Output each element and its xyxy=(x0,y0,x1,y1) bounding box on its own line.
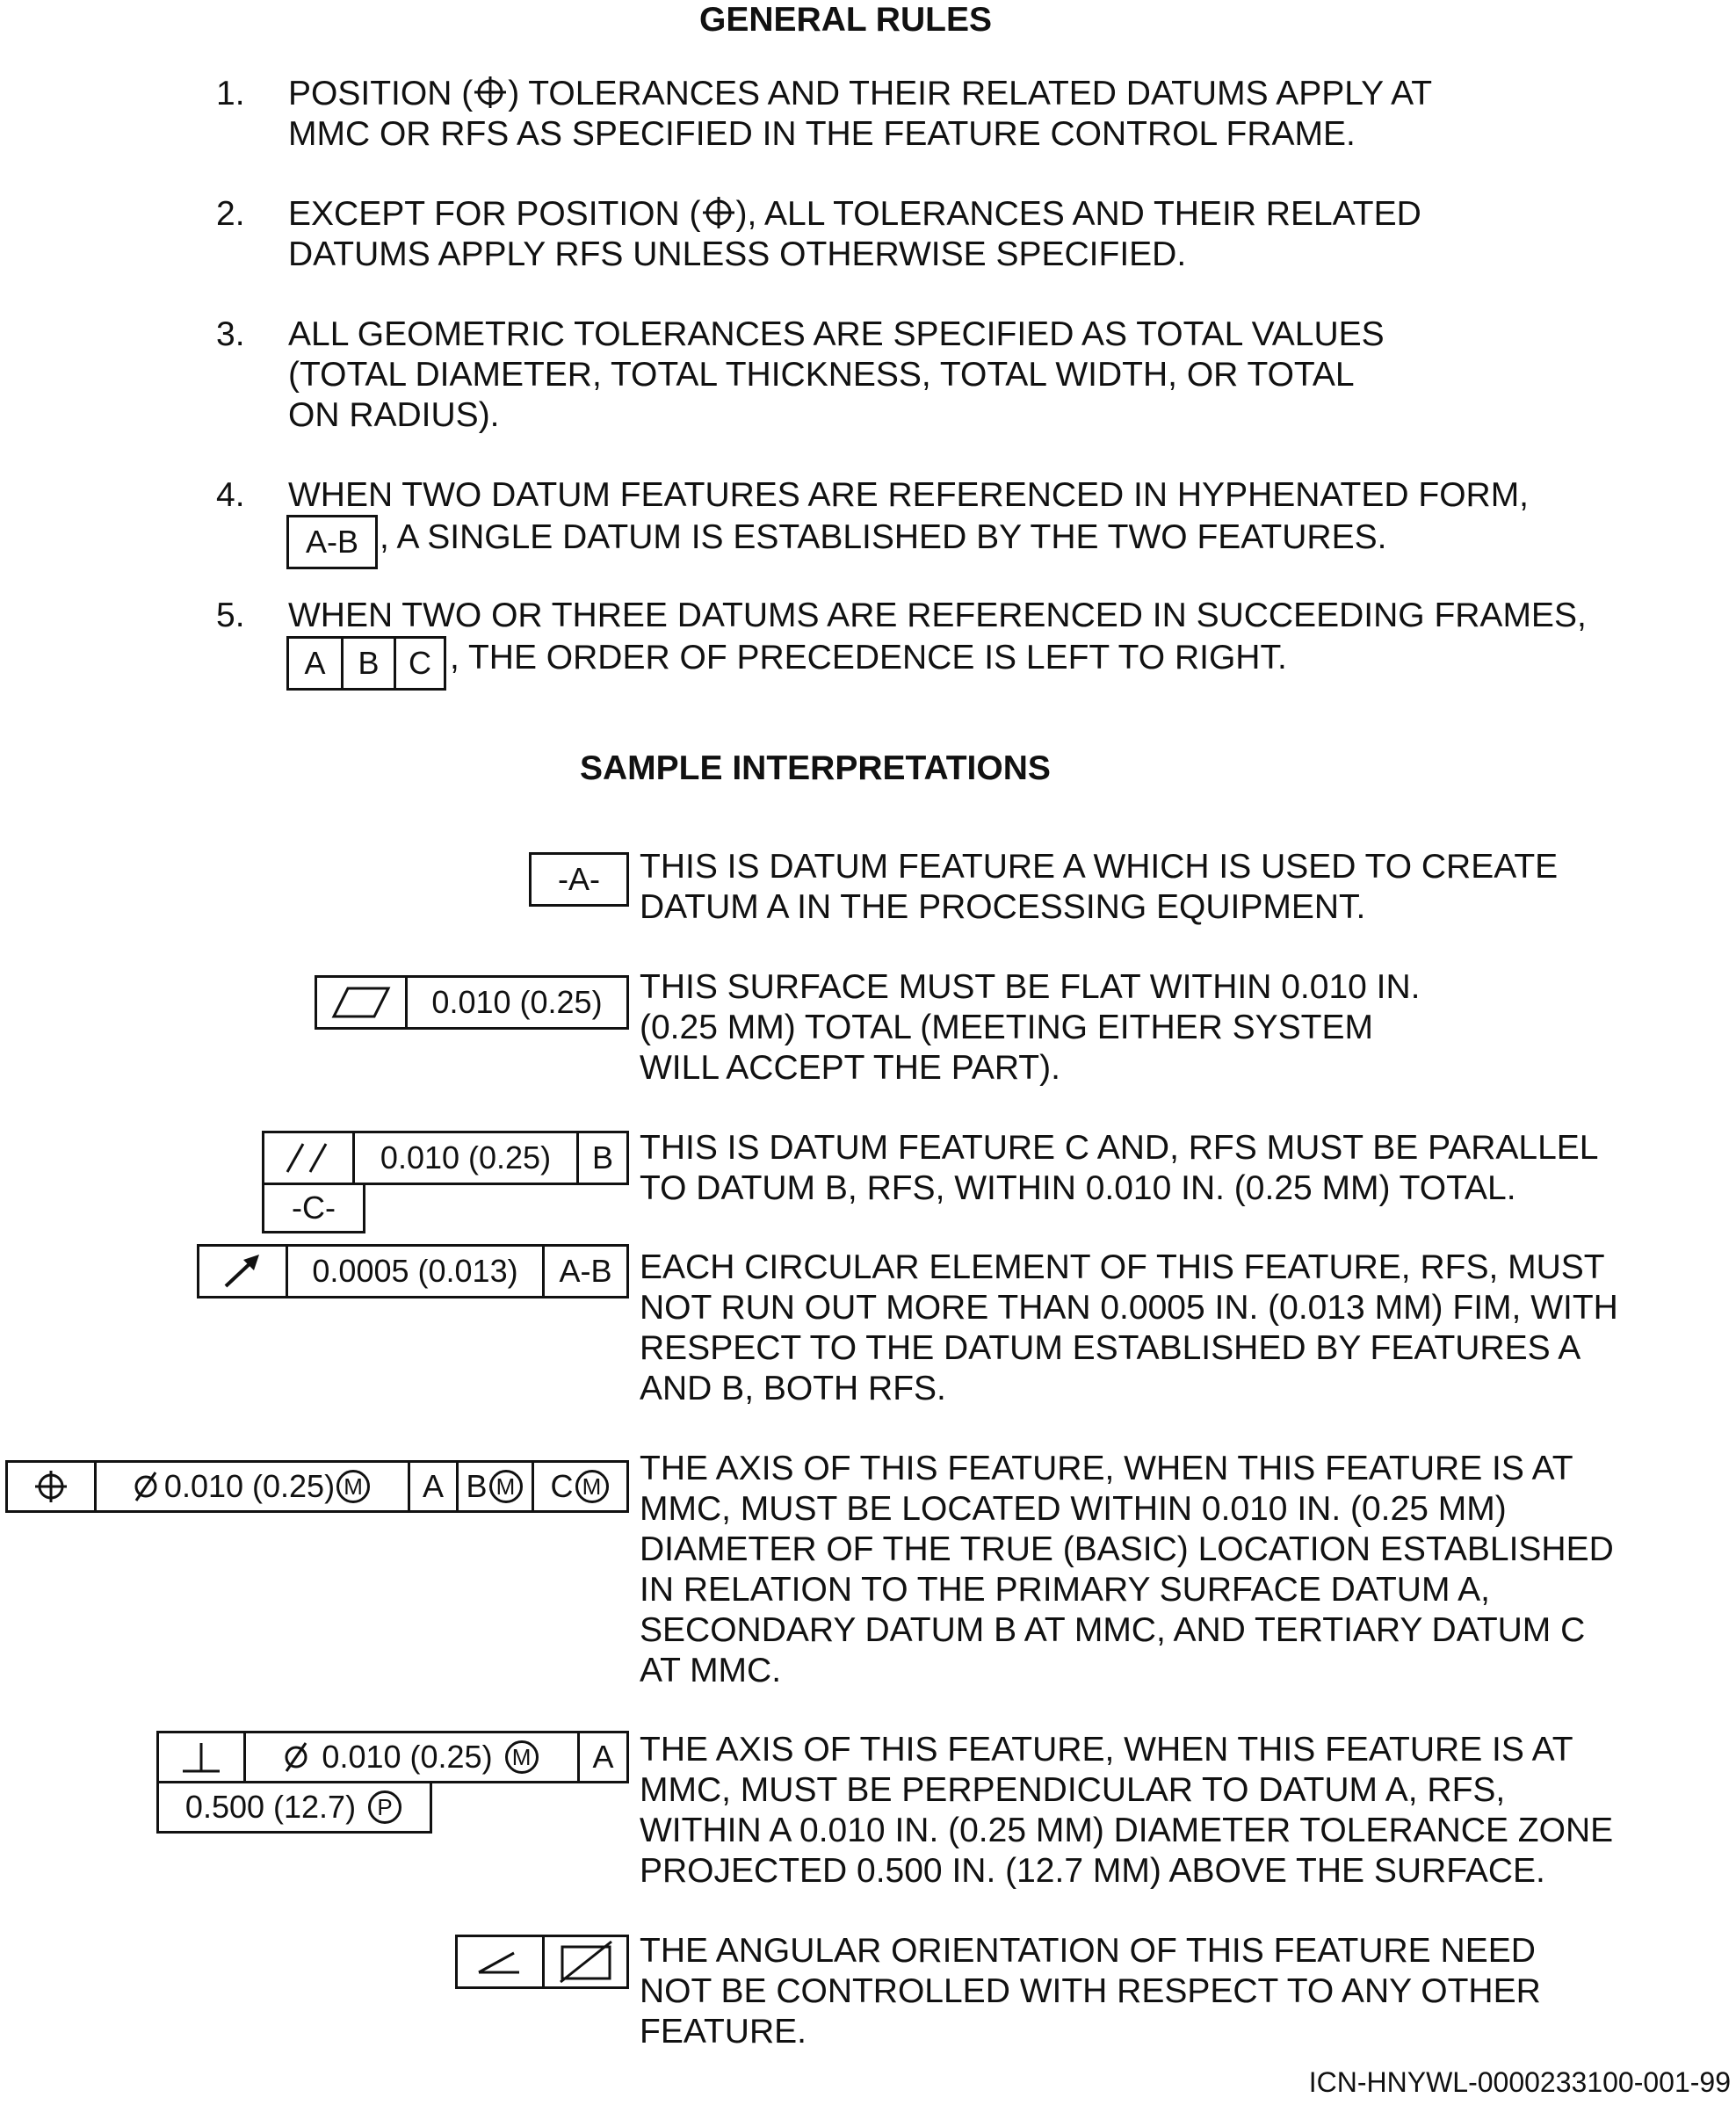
datum-letter: C xyxy=(550,1468,574,1504)
rule-text: ), ALL TOLERANCES AND THEIR RELATED xyxy=(735,195,1421,233)
projected-value: 0.500 (12.7) xyxy=(184,1789,357,1825)
sample-line: WILL ACCEPT THE PART). xyxy=(640,1049,1060,1087)
rule-line: (TOTAL DIAMETER, TOTAL THICKNESS, TOTAL WIDTH, OR TOTAL xyxy=(288,356,1355,394)
rule-line: WHEN TWO DATUM FEATURES ARE REFERENCED IN HYPHENATED FORM, xyxy=(288,476,1530,514)
sample-line: AND B, BOTH RFS. xyxy=(640,1370,946,1407)
tolerance-cell xyxy=(94,1463,408,1510)
flatness-frame xyxy=(315,975,629,1030)
rule-line: ALL GEOMETRIC TOLERANCES ARE SPECIFIED AS TOTAL VALUES xyxy=(288,315,1385,353)
mmc-modifier-icon: M xyxy=(336,1470,370,1503)
datum-frame-abc xyxy=(286,636,446,691)
position-icon xyxy=(701,195,736,230)
tolerance-value: 0.010 (0.25) xyxy=(322,1739,493,1775)
rule-number: 5. xyxy=(216,597,245,634)
rule-number: 2. xyxy=(216,195,245,233)
frame-cell: 0.0005 (0.013) xyxy=(286,1247,542,1296)
mmc-modifier-icon: M xyxy=(505,1740,539,1774)
sample-line: RESPECT TO THE DATUM ESTABLISHED BY FEATURES A xyxy=(640,1329,1581,1367)
sample-line: THIS SURFACE MUST BE FLAT WITHIN 0.010 IN. xyxy=(640,968,1421,1006)
datum-feature-frame xyxy=(529,852,629,907)
position-frame xyxy=(5,1460,629,1513)
sample-line: THE ANGULAR ORIENTATION OF THIS FEATURE NEED xyxy=(640,1932,1536,1970)
datum-feature-frame xyxy=(262,1183,365,1233)
projected-tolerance-modifier-icon: P xyxy=(368,1790,401,1824)
projected-zone-frame xyxy=(156,1781,432,1834)
runout-frame xyxy=(197,1244,629,1298)
sample-line: WITHIN A 0.010 IN. (0.25 MM) DIAMETER TOLERANCE ZONE xyxy=(640,1812,1614,1849)
sample-line: THE AXIS OF THIS FEATURE, WHEN THIS FEATURE IS AT xyxy=(640,1731,1573,1769)
sample-line: EACH CIRCULAR ELEMENT OF THIS FEATURE, RFS, MUST xyxy=(640,1248,1605,1286)
rule-line: WHEN TWO OR THREE DATUMS ARE REFERENCED IN SUCCEEDING FRAMES, xyxy=(288,597,1587,634)
sample-line: DIAMETER OF THE TRUE (BASIC) LOCATION ESTABLISHED xyxy=(640,1530,1614,1568)
perpendicularity-icon xyxy=(159,1733,243,1781)
rule-text: POSITION ( xyxy=(288,75,474,112)
position-icon xyxy=(473,75,508,110)
tolerance-cell xyxy=(243,1733,577,1781)
rule-line: MMC OR RFS AS SPECIFIED IN THE FEATURE CONTROL FRAME. xyxy=(288,115,1356,153)
rule-line: , A SINGLE DATUM IS ESTABLISHED BY THE TWO FEATURES. xyxy=(380,518,1387,556)
datum-letter: B xyxy=(466,1468,488,1504)
sample-line: (0.25 MM) TOTAL (MEETING EITHER SYSTEM xyxy=(640,1009,1373,1046)
frame-cell: A-B xyxy=(542,1247,626,1296)
sample-line: NOT RUN OUT MORE THAN 0.0005 IN. (0.013 MM) FIM, WITH xyxy=(640,1289,1618,1327)
rule-line xyxy=(288,194,1421,235)
parallelism-icon xyxy=(264,1133,352,1183)
frame-cell: 0.010 (0.25) xyxy=(405,978,626,1027)
icn-label: ICN-HNYWL-0000233100-001-99 xyxy=(1308,2066,1731,2098)
rule-line: , THE ORDER OF PRECEDENCE IS LEFT TO RIGHT. xyxy=(450,639,1287,676)
sample-line: IN RELATION TO THE PRIMARY SURFACE DATUM A, xyxy=(640,1571,1490,1609)
sample-line: AT MMC. xyxy=(640,1652,782,1689)
position-icon xyxy=(8,1463,94,1510)
rule-text: ) TOLERANCES AND THEIR RELATED DATUMS APPLY AT xyxy=(508,75,1433,112)
sample-line: MMC, MUST BE LOCATED WITHIN 0.010 IN. (0.25 MM) xyxy=(640,1490,1507,1528)
frame-cell xyxy=(532,1463,626,1510)
mmc-modifier-icon: M xyxy=(575,1470,609,1503)
runout-icon xyxy=(199,1247,286,1296)
sample-line: TO DATUM B, RFS, WITHIN 0.010 IN. (0.25 MM) TOTAL. xyxy=(640,1169,1516,1207)
diameter-icon xyxy=(133,1471,159,1502)
rule-line xyxy=(288,74,1432,114)
rule-number: 1. xyxy=(216,75,245,112)
frame-cell: 0.010 (0.25) xyxy=(352,1133,576,1183)
frame-cell: A xyxy=(408,1463,456,1510)
rule-line: ON RADIUS). xyxy=(288,396,500,434)
sample-line: THIS IS DATUM FEATURE C AND, RFS MUST BE PARALLEL xyxy=(640,1129,1599,1167)
rule-line: DATUMS APPLY RFS UNLESS OTHERWISE SPECIFIED. xyxy=(288,235,1187,273)
frame-cell: A xyxy=(304,645,326,681)
sample-line: DATUM A IN THE PROCESSING EQUIPMENT. xyxy=(640,888,1366,926)
angularity-icon xyxy=(458,1937,542,1986)
mmc-modifier-icon: M xyxy=(489,1470,523,1503)
sample-line: THE AXIS OF THIS FEATURE, WHEN THIS FEATURE IS AT xyxy=(640,1450,1573,1487)
general-rules-title: GENERAL RULES xyxy=(699,1,992,39)
frame-cell: -C- xyxy=(292,1190,336,1226)
flatness-icon xyxy=(317,978,405,1027)
diameter-icon xyxy=(283,1741,309,1773)
sample-line: FEATURE. xyxy=(640,2013,807,2051)
sample-line: THIS IS DATUM FEATURE A WHICH IS USED TO CREATE xyxy=(640,848,1559,886)
sample-line: SECONDARY DATUM B AT MMC, AND TERTIARY DATUM C xyxy=(640,1611,1586,1649)
parallelism-frame xyxy=(262,1131,629,1185)
rule-number: 4. xyxy=(216,476,245,514)
sample-line: MMC, MUST BE PERPENDICULAR TO DATUM A, RFS, xyxy=(640,1771,1506,1809)
sample-line: PROJECTED 0.500 IN. (12.7 MM) ABOVE THE SURFACE. xyxy=(640,1852,1545,1890)
datum-frame-a-b xyxy=(286,515,378,569)
tolerance-value: 0.010 (0.25) xyxy=(163,1468,336,1504)
sample-line: NOT BE CONTROLLED WITH RESPECT TO ANY OTHER xyxy=(640,1972,1541,2010)
frame-cell xyxy=(456,1463,532,1510)
frame-cell: A xyxy=(577,1733,626,1781)
frame-cell: B xyxy=(341,639,394,688)
frame-cell: A-B xyxy=(305,524,358,560)
rule-number: 3. xyxy=(216,315,245,353)
perpendicularity-frame xyxy=(156,1731,629,1783)
angularity-frame xyxy=(455,1935,629,1989)
frame-cell: B xyxy=(576,1133,626,1183)
frame-cell: -A- xyxy=(558,861,600,897)
projected-zone-cell xyxy=(159,1783,430,1831)
frame-cell: C xyxy=(394,639,444,688)
sample-interpretations-title: SAMPLE INTERPRETATIONS xyxy=(580,749,1051,787)
not-controlled-icon xyxy=(542,1937,626,1986)
rule-text: EXCEPT FOR POSITION ( xyxy=(288,195,701,233)
